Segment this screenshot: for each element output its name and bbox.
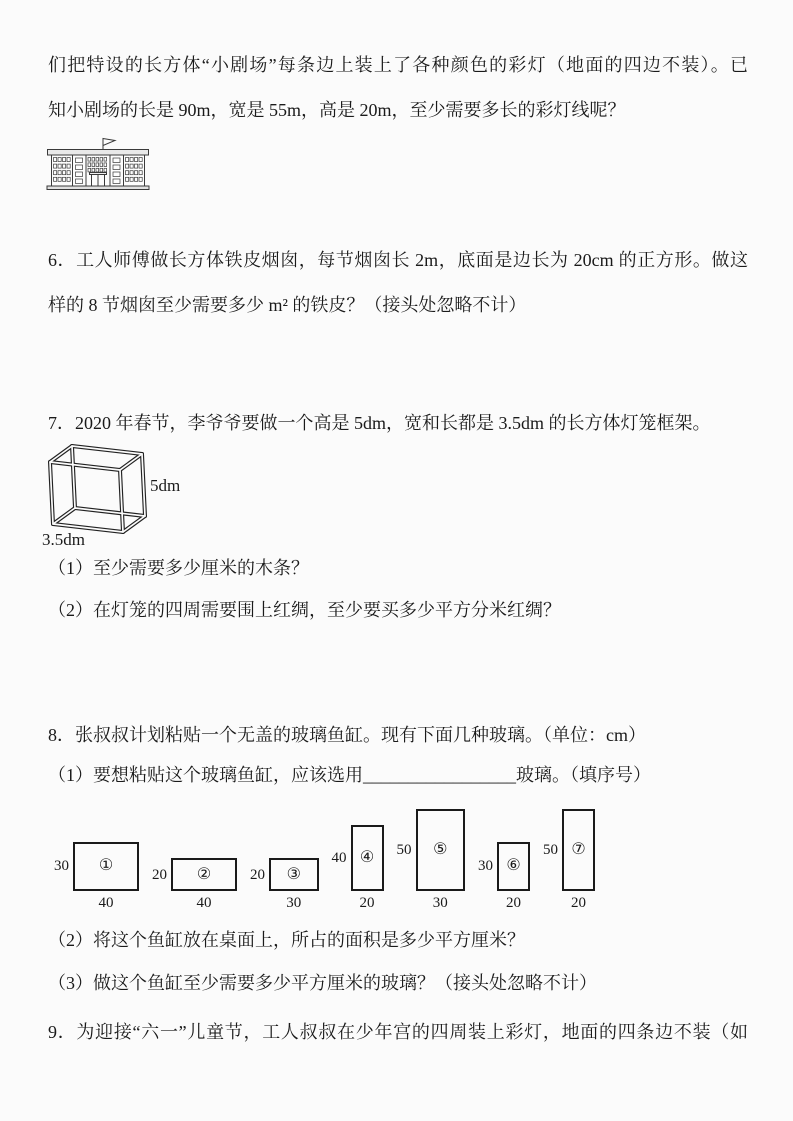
glass-pane-number: ⑦	[571, 840, 586, 858]
box-frame-inner	[50, 446, 145, 532]
problem9-text: 9．为迎接“六一”儿童节，工人叔叔在少年宫的四周装上彩灯，地面的四条边不装（如	[48, 1022, 748, 1042]
glass-width-label: 40	[196, 895, 212, 911]
glass-pane-rect	[171, 858, 237, 891]
glass-pane-rect	[351, 825, 384, 891]
glass-height-label: 50	[543, 841, 558, 858]
glass-panes-diagram	[30, 798, 650, 916]
glass-pane-rect	[73, 842, 139, 892]
glass-pane-number: ⑤	[433, 840, 448, 858]
problem6-text-line1: 6．工人师傅做长方体铁皮烟囱，每节烟囱长 2m，底面是边长为 20cm 的正方形。做这	[48, 250, 748, 270]
glass-pane-number: ②	[196, 865, 212, 883]
glass-height-label: 20	[250, 866, 265, 883]
problem8-text: 8．张叔叔计划粘贴一个无盖的玻璃鱼缸。现有下面几种玻璃。（单位：cm）	[48, 725, 646, 745]
problem7-q1: （1）至少需要多少厘米的木条？	[48, 558, 309, 578]
glass-width-label: 20	[571, 895, 586, 911]
glass-height-label: 20	[152, 866, 167, 883]
glass-pane-rect	[269, 858, 319, 891]
glass-pane-number: ⑥	[506, 857, 521, 875]
problem5-text-line1: 们把特设的长方体“小剧场”每条边上装上了各种颜色的彩灯（地面的四边不装）。已	[48, 55, 748, 75]
glass-height-label: 50	[396, 841, 412, 858]
lantern-frame-figure	[38, 438, 223, 552]
glass-height-label: 30	[54, 858, 69, 875]
glass-pane-number: ④	[359, 849, 375, 866]
problem6-text-line2: 样的 8 节烟囱至少需要多少 m² 的铁皮？（接头处忽略不计）	[48, 295, 527, 315]
glass-height-label: 40	[331, 850, 347, 866]
glass-pane-number: ③	[286, 865, 301, 883]
problem7-text: 7．2020 年春节，李爷爷要做一个高是 5dm，宽和长都是 3.5dm 的长方体灯笼框架。	[48, 413, 711, 433]
problem8-q2: （2）将这个鱼缸放在桌面上，所占的面积是多少平方厘米？	[48, 930, 525, 950]
problem7-q2: （2）在灯笼的四周需要围上红绸，至少要买多少平方分米红绸？	[48, 600, 561, 620]
glass-pane-rect	[497, 842, 530, 892]
box-edge-label: 3.5dm	[42, 530, 85, 549]
glass-width-label: 30	[286, 895, 302, 911]
glass-pane-rect	[416, 809, 466, 892]
box-frame-outer	[50, 446, 145, 532]
glass-pane-number: ①	[98, 857, 114, 875]
glass-width-label: 40	[98, 895, 114, 911]
glass-height-label: 30	[478, 858, 493, 875]
glass-width-label: 20	[506, 895, 521, 911]
school-building-illustration	[45, 136, 151, 194]
problem8-q1: （1）要想粘贴这个玻璃鱼缸，应该选用_________________玻璃。（填序号）	[48, 765, 651, 785]
flag-icon	[103, 139, 115, 146]
problem8-q3: （3）做这个鱼缸至少需要多少平方厘米的玻璃？（接头处忽略不计）	[48, 973, 597, 993]
glass-width-label: 30	[432, 895, 448, 911]
glass-width-label: 20	[359, 895, 375, 911]
glass-pane-rect	[562, 809, 595, 892]
box-height-label: 5dm	[150, 476, 181, 495]
problem5-text-line2: 知小剧场的长是 90m，宽是 55m，高是 20m，至少需要多长的彩灯线呢？	[48, 100, 626, 120]
